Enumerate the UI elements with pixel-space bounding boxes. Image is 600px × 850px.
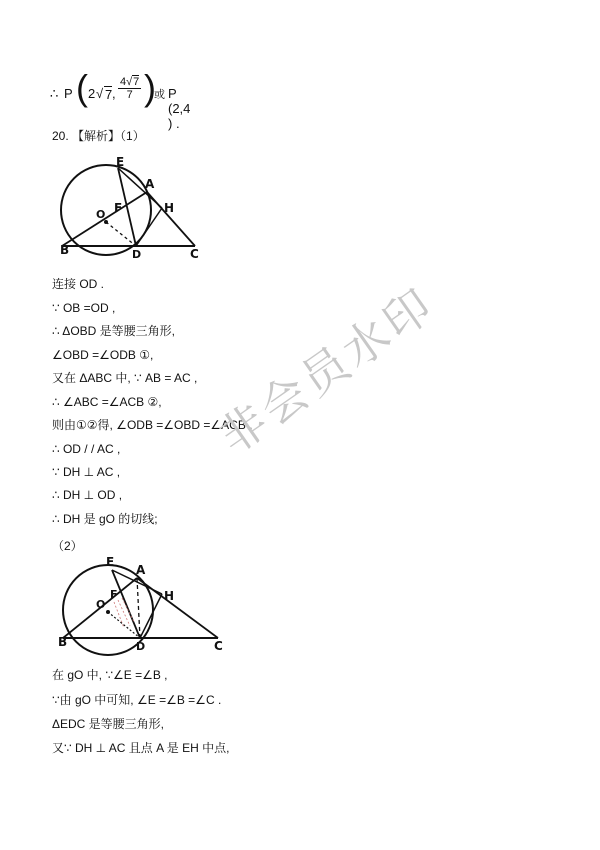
part-2-label: （2）	[52, 539, 83, 553]
label-d: D	[132, 248, 142, 260]
or-text: 或	[154, 89, 165, 101]
part2-line-1: 在 gO 中, ∵∠E =∠B ,	[52, 668, 168, 682]
y-numerator: 4√7	[120, 76, 140, 88]
label-e: E	[106, 555, 115, 569]
part2-line-2: ∵由 gO 中可知, ∠E =∠B =∠C .	[52, 693, 222, 707]
label-b: B	[60, 243, 70, 257]
segment-ed	[112, 570, 140, 638]
label-a: A	[136, 563, 146, 577]
watermark-text: 非会员水印	[208, 276, 445, 465]
solution-line-4: ∠OBD =∠ODB ①,	[52, 348, 154, 362]
num-radicand: 7	[133, 76, 140, 88]
part2-line-3: ΔEDC 是等腰三角形,	[52, 717, 165, 731]
solution-line-11: ∴ DH 是 gO 的切线;	[52, 512, 158, 526]
x-radicand: 7	[105, 87, 113, 102]
solution-line-3: ∴ ΔOBD 是等腰三角形,	[52, 324, 175, 338]
figure-2	[50, 550, 230, 660]
solution-line-5: 又在 ΔABC 中, ∵ AB = AC ,	[52, 371, 198, 385]
sqrt-symbol: √	[96, 86, 104, 101]
label-o: O	[96, 598, 106, 611]
center-point	[106, 610, 110, 614]
segment-eh	[118, 168, 162, 208]
y-denominator: 7	[126, 89, 133, 101]
circle-o	[61, 165, 151, 255]
label-h: H	[164, 201, 175, 215]
num-coefficient: 4	[120, 76, 127, 88]
comma: ,	[112, 86, 116, 101]
solution-line-7: 则由①②得, ∠ODB =∠OBD =∠ACB ,	[52, 418, 253, 432]
problem-title: 20. 【解析】（1）	[52, 129, 145, 143]
label-e: E	[116, 155, 125, 169]
label-h: H	[164, 589, 175, 603]
point-p-alternative: P (2,4 ) .	[168, 86, 191, 131]
x-coefficient: 2	[88, 86, 96, 101]
label-f: F	[114, 201, 123, 215]
solution-line-8: ∴ OD / / AC ,	[52, 442, 121, 456]
solution-line-9: ∵ DH ⊥ AC ,	[52, 465, 121, 479]
hatching	[114, 598, 134, 628]
segment-ad	[137, 578, 140, 638]
label-o: O	[96, 208, 106, 221]
segment-dh	[136, 208, 162, 246]
right-paren: )	[144, 67, 156, 108]
label-b: B	[58, 635, 68, 649]
label-c: C	[214, 639, 223, 653]
solution-line-6: ∴ ∠ABC =∠ACB ②,	[52, 395, 162, 409]
part2-line-4: 又∵ DH ⊥ AC 且点 A 是 EH 中点,	[52, 741, 230, 755]
point-p-label: P	[64, 86, 73, 101]
y-fraction	[118, 76, 141, 101]
label-f: F	[110, 588, 118, 601]
therefore-symbol: ∴	[50, 86, 59, 101]
figure-1	[50, 150, 210, 260]
solution-line-2: ∵ OB =OD ,	[52, 301, 116, 315]
solution-line-1: 连接 OD .	[52, 277, 105, 291]
label-c: C	[190, 247, 199, 260]
label-d: D	[136, 640, 146, 653]
solution-line-10: ∴ DH ⊥ OD ,	[52, 488, 123, 502]
left-paren: (	[76, 67, 88, 108]
label-a: A	[145, 177, 155, 191]
